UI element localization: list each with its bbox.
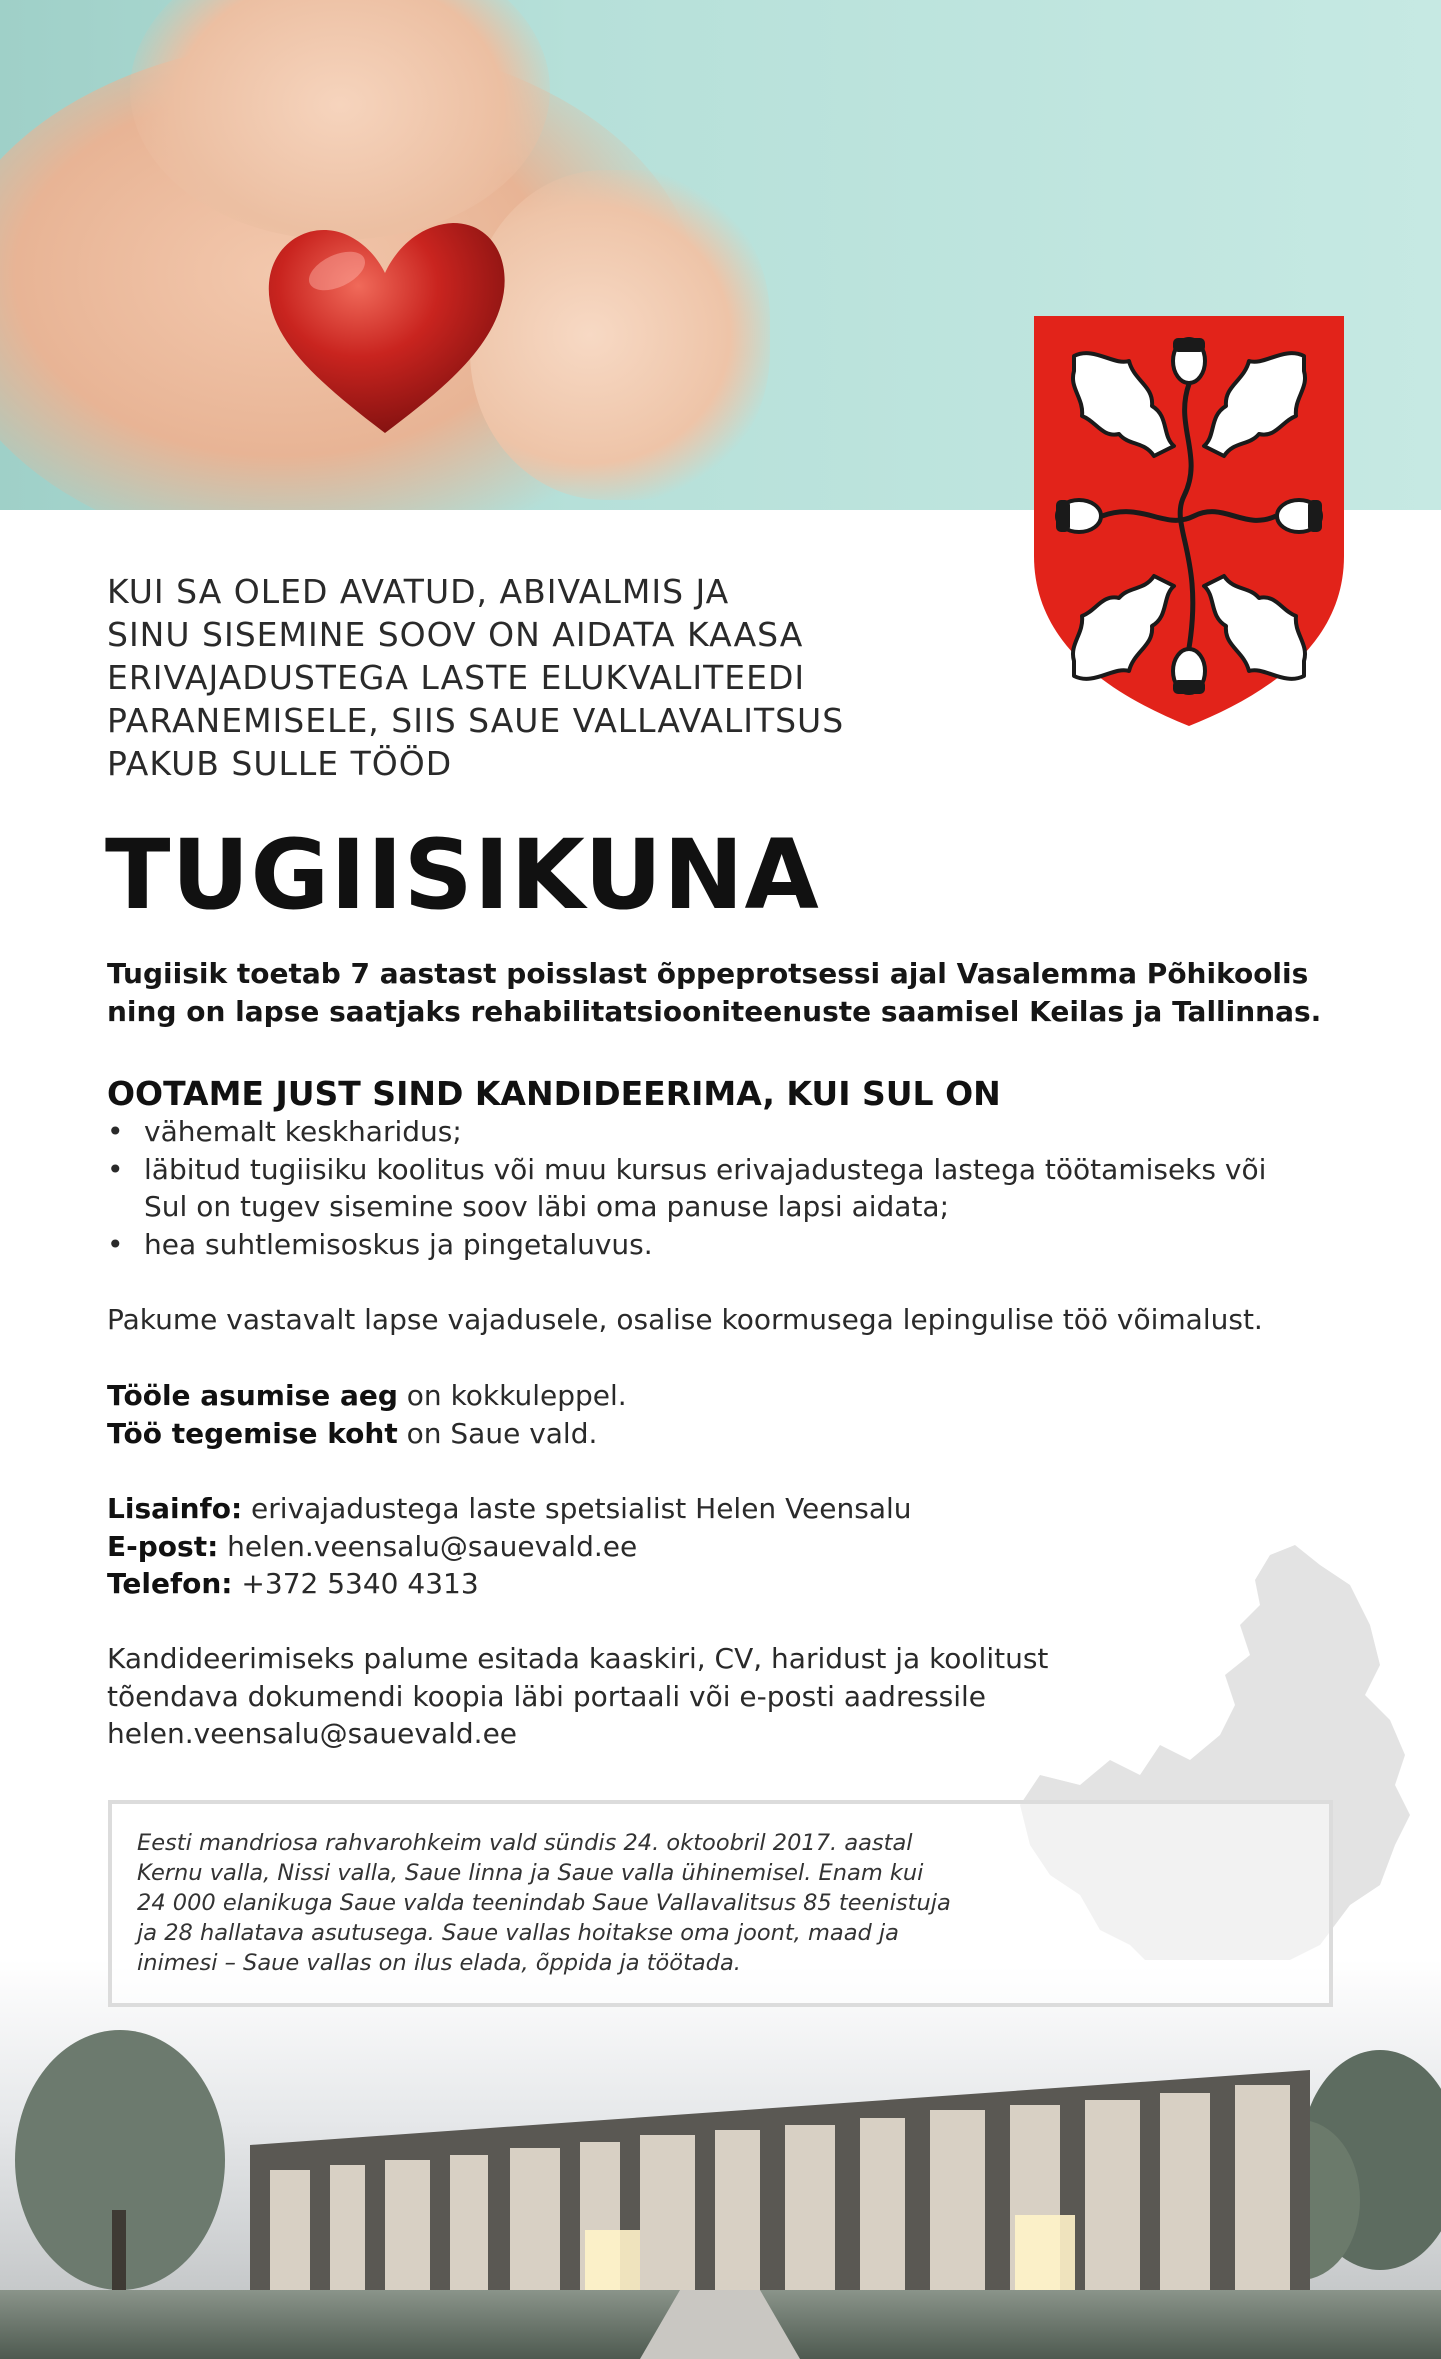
bullet-icon: •: [107, 1227, 124, 1261]
requirements-heading: OOTAME JUST SIND KANDIDEERIMA, KUI SUL ON: [107, 1074, 1001, 1113]
about-text: [137, 1828, 1037, 1978]
apply-text: [107, 1640, 1367, 1753]
place-value: on Saue vald.: [397, 1416, 598, 1450]
list-item: [107, 1226, 1357, 1264]
requirements-list: [107, 1113, 1357, 1263]
email-label: E-post:: [107, 1529, 219, 1563]
list-item: [107, 1113, 1357, 1151]
start-value: on kokkuleppel.: [397, 1379, 627, 1412]
saue-coat-of-arms-icon: [1034, 316, 1344, 726]
phone-link[interactable]: +372 5340 4313: [232, 1567, 479, 1600]
intro-line: KUI SA OLED AVATUD, ABIVALMIS JA: [107, 572, 730, 611]
about-line: Eesti mandriosa rahvarohkeim vald sündis 24. oktoobril 2017. aastal: [137, 1830, 913, 1856]
apply-email-link[interactable]: helen.veensalu@sauevald.ee: [107, 1717, 518, 1750]
list-item: [107, 1151, 1357, 1226]
start-label: Tööle asumise aeg: [107, 1379, 398, 1412]
hand-right-shape: [470, 170, 770, 500]
list-item-text: vähemalt keskharidus;: [144, 1115, 462, 1148]
lead-line: ning on lapse saatjaks rehabilitatsiooniteenuste saamisel Keilas ja Tallinnas.: [107, 995, 1322, 1028]
lead-text: [107, 955, 1357, 1031]
about-line: 24 000 elanikuga Saue valda teenindab Saue Vallavalitsus 85 teenistuja: [137, 1890, 951, 1916]
page-title: TUGIISIKUNA: [105, 819, 820, 931]
details-block: [107, 1377, 1367, 1452]
offer-text: Pakume vastavalt lapse vajadusele, osalise koormusega lepingulise töö võimalust.: [107, 1303, 1263, 1336]
about-line: inimesi – Saue vallas on ilus elada, õppida ja töötada.: [137, 1950, 741, 1976]
saue-building-photo-icon: [0, 1960, 1441, 2359]
contact-block: [107, 1490, 1367, 1603]
bullet-icon: •: [107, 1152, 124, 1186]
intro-line: PARANEMISELE, SIIS SAUE VALLAVALITSUS: [107, 701, 845, 740]
info-value: erivajadustega laste spetsialist Helen Veensalu: [242, 1492, 912, 1525]
list-item-text: läbitud tugiisiku koolitus või muu kursus erivajadustega lastega töötamiseks või: [144, 1152, 1267, 1186]
lead-line: Tugiisik toetab 7 aastast poisslast õppeprotsessi ajal Vasalemma Põhikoolis: [107, 957, 1309, 990]
apply-line: tõendava dokumendi koopia läbi portaali või e-posti aadressile: [107, 1679, 987, 1713]
bullet-icon: •: [107, 1115, 124, 1148]
intro-text: [107, 570, 967, 785]
intro-line: PAKUB SULLE TÖÖD: [107, 744, 453, 783]
intro-line: SINU SISEMINE SOOV ON AIDATA KAASA: [107, 615, 804, 654]
about-line: Kernu valla, Nissi valla, Saue linna ja Saue valla ühinemisel. Enam kui: [137, 1860, 924, 1886]
heart-icon: [255, 205, 515, 445]
phone-label: Telefon:: [107, 1567, 233, 1600]
place-label: Töö tegemise koht: [107, 1416, 398, 1450]
intro-line: ERIVAJADUSTEGA LASTE ELUKVALITEEDI: [107, 658, 806, 697]
apply-line: Kandideerimiseks palume esitada kaaskiri, CV, haridust ja koolitust: [107, 1642, 1049, 1675]
email-link[interactable]: helen.veensalu@sauevald.ee: [218, 1529, 638, 1563]
about-line: ja 28 hallatava asutusega. Saue vallas hoitakse oma joont, maad ja: [137, 1920, 899, 1946]
list-item-text: Sul on tugev sisemine soov läbi oma panuse lapsi aidata;: [144, 1190, 950, 1223]
info-label: Lisainfo:: [107, 1492, 243, 1525]
list-item-text: hea suhtlemisoskus ja pingetaluvus.: [144, 1227, 653, 1261]
